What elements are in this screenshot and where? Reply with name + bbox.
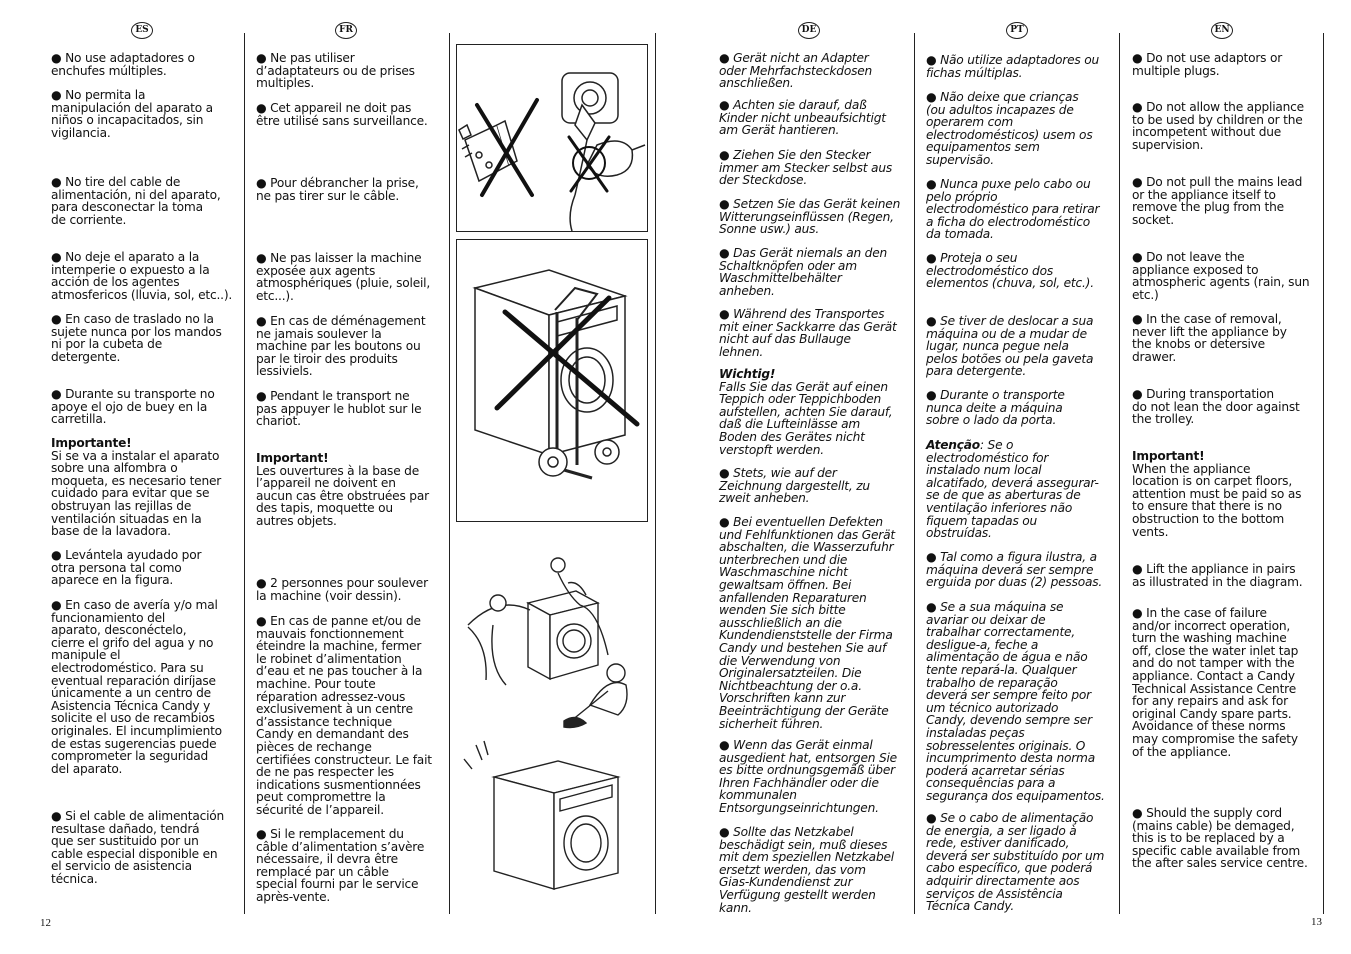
list-item: ● En caso de avería y/o mal funcionamiento del aparato, desconéctelo, cierre el grifo del agua y no manipule el electrodoméstico. Para su eventual reparación diríjase únicamente a un centro de Asistencia Técnica Candy y solicite el uso de recambios originales. El incumplimiento de estas sugerencias puede comprometer la seguridad del aparato. xyxy=(51,598,222,776)
list-item: ● En caso de traslado no la sujete nunca por los mandos ni por la cubeta de detergente. xyxy=(51,312,222,364)
list-item: ● Ne pas utiliser d’adaptateurs ou de prises multiples. xyxy=(256,51,415,91)
page-number: 12 xyxy=(40,917,51,929)
list-item: ● Do not leave the appliance exposed to atmospheric agents (rain, sun etc.) xyxy=(1132,250,1310,302)
important-text: Atenção: Se o electrodoméstico for instalado num local alcatifado, deverá assegurar- se de que as aberturas de ventilação inferiores não fiquem tapadas ou obstruídas. xyxy=(926,438,1099,541)
list-item: ● Si el cable de alimentación resultase dañado, tendrá que ser sustituido por un cable especial disponible en el servicio de asistencia técnica. xyxy=(51,809,225,886)
list-item: ● No deje el aparato a la intemperie o expuesto a la acción de los agentes atmosfericos (lluvia, sol, etc..). xyxy=(51,250,233,302)
list-item: ● Pour débrancher la prise, ne pas tirer sur le câble. xyxy=(256,176,419,203)
list-item: ● Achten sie darauf, daß Kinder nicht unbeaufsichtigt am Gerät hantieren. xyxy=(719,98,886,138)
important-heading: Wichtig! xyxy=(719,367,776,381)
important-note xyxy=(719,368,909,456)
important-heading: Important! xyxy=(1132,449,1205,463)
language-badge-en: EN xyxy=(1211,22,1233,39)
list-item: ● Se tiver de deslocar a sua máquina ou de a mudar de lugar, nunca pegue nela pelos botões ou pela gaveta para detergente. xyxy=(926,314,1094,379)
language-badge-de: DE xyxy=(798,22,820,39)
list-item: ● Si le remplacement du câble d’alimentation s’avère nécessaire, il devra être remplacé par un câble special fourni par le service après-vente. xyxy=(256,827,425,904)
list-item: ● Cet appareil ne doit pas être utilisé sans surveillance. xyxy=(256,101,428,128)
list-item: ● Should the supply cord (mains cable) be demaged, this is to be replaced by a specific cable available from the after sales service centre. xyxy=(1132,806,1308,871)
important-note xyxy=(256,452,444,528)
list-item: ● No tire del cable de alimentación, ni del aparato, para desconectar la toma de corriente. xyxy=(51,175,221,227)
column-divider xyxy=(244,33,245,914)
list-item: ● No use adaptadores o enchufes múltiples. xyxy=(51,51,195,78)
column-fr xyxy=(256,52,444,912)
list-item: ● Gerät nicht an Adapter oder Mehrfachsteckdosen anschließen. xyxy=(719,51,873,91)
list-item: ● Do not allow the appliance to be used by children or the incompetent without due supervision. xyxy=(1132,100,1304,152)
important-heading: Importante! xyxy=(51,436,132,450)
column-pt xyxy=(926,52,1114,912)
list-item: ● No permita la manipulación del aparato a niños o incapacitados, sin vigilancia. xyxy=(51,88,213,140)
list-item: ● During transportation do not lean the door against the trolley. xyxy=(1132,387,1300,427)
important-heading: Atenção xyxy=(926,438,980,452)
column-divider xyxy=(914,33,915,914)
list-item: ● En cas de panne et/ou de mauvais fonctionnement éteindre la machine, fermer le robinet d’alimentation d’eau et ne pas toucher à la machine. Pour toute réparation adressez-vous exclusivement à un centre d’assistance technique Candy en demandant des pièces de rechange certifiées constructeur. Le fait de ne pas respecter les indications susmentionnées peut compromettre la sécurité de l’appareil. xyxy=(256,614,432,817)
list-item: ● Pendant le transport ne pas appuyer le hublot sur le chariot. xyxy=(256,389,422,429)
list-item: ● Nunca puxe pelo cabo ou pelo próprio electrodoméstico para retirar a ficha do electrodoméstico da tomada. xyxy=(926,177,1100,242)
list-item: ● Levántela ayudado por otra persona tal como aparece en la figura. xyxy=(51,548,202,588)
list-item: ● En cas de déménagement ne jamais soulever la machine par les boutons ou par le tiroir des produits lessiviels. xyxy=(256,314,426,379)
list-item: ● Ne pas laisser la machine exposée aux agents atmosphériques (pluie, soleil, etc...). xyxy=(256,251,431,303)
list-item: ● Das Gerät niemals an den Schaltknöpfen oder am Waschmittelbehälter anheben. xyxy=(719,246,888,298)
list-item: ● Während des Transportes mit einer Sackkarre das Gerät nicht auf das Bullauge lehnen. xyxy=(719,307,897,359)
list-item: ● Ziehen Sie den Stecker immer am Stecker selbst aus der Steckdose. xyxy=(719,148,892,188)
important-text: Si se va a instalar el aparato sobre una alfombra o moqueta, es necesario tener cuidado para evitar que se obstruyan las rejillas de ventilación situadas en la base de la lavadora. xyxy=(51,448,222,539)
important-text: When the appliance location is on carpet floors, attention must be paid so as to ensure that there is no obstruction to the bottom vents. xyxy=(1132,461,1302,539)
list-item: ● Durante su transporte no apoye el ojo de buey en la carretilla. xyxy=(51,387,215,427)
column-en xyxy=(1132,52,1320,882)
column-divider xyxy=(1119,33,1120,914)
list-item: ● Sollte das Netzkabel beschädigt sein, muß dieses mit dem speziellen Netzkabel ersetzt werden, das vom Gias-Kundendienst zur Verfügung gestellt werden kann. xyxy=(719,825,894,915)
list-item: ● Lift the appliance in pairs as illustrated in the diagram. xyxy=(1132,562,1303,589)
language-badge-pt: PT xyxy=(1006,22,1028,39)
list-item: ● Do not pull the mains lead or the appliance itself to remove the plug from the socket. xyxy=(1132,175,1303,227)
list-item: ● Proteja o seu electrodoméstico dos elementos (chuva, sol, etc.). xyxy=(926,251,1094,291)
important-note xyxy=(1132,450,1320,538)
language-badge-fr: FR xyxy=(335,22,357,39)
list-item: ● Stets, wie auf der Zeichnung dargestellt, zu zweit anheben. xyxy=(719,466,870,506)
list-item: ● Bei eventuellen Defekten und Fehlfunktionen das Gerät abschalten, die Wasserzufuhr unterbrechen und die Waschmaschine nicht gewaltsam öffnen. Bei anfallenden Reparaturen wenden Sie sich bitte ausschließlich an die Kundendienststelle der Firma Candy und bestehen Sie auf die Verwendung von Originalersatzteilen. Die Nichtbeachtung der o.a. Vorschriften kann zur Beeinträchtigung der Geräte sicherheit führen. xyxy=(719,515,895,731)
column-de xyxy=(719,52,909,922)
list-item: ● Setzen Sie das Gerät keinen Witterungseinflüssen (Regen, Sonne usw.) aus. xyxy=(719,197,901,237)
important-heading: Important! xyxy=(256,451,329,465)
list-item: ● Tal como a figura ilustra, a máquina deverá ser sempre erguida por duas (2) pessoas. xyxy=(926,550,1103,590)
two-person-lift-illustration xyxy=(458,555,648,895)
list-item: ● Se o cabo de alimentação de energia, a ser ligado à rede, estiver danificado, deverá ser substituído por um cabo específico, que poderá adquirir directamente aos serviços de Assistência Técnica Candy. xyxy=(926,811,1105,914)
list-item: ● Durante o transporte nunca deite a máquina sobre o lado da porta. xyxy=(926,388,1065,428)
list-item: ● In the case of removal, never lift the appliance by the knobs or detersive drawer. xyxy=(1132,312,1287,364)
list-item: ● Não utilize adaptadores ou fichas múltiplas. xyxy=(926,53,1100,80)
page-number: 13 xyxy=(1311,916,1322,928)
page-gutter-line xyxy=(655,33,656,914)
language-badge-es: ES xyxy=(131,22,153,39)
important-text: Falls Sie das Gerät auf einen Teppich oder Teppichboden aufstellen, achten Sie darauf, daß die Lufteinlässe am Boden des Gerätes nicht verstopft werden. xyxy=(719,379,893,457)
column-es xyxy=(51,52,239,892)
important-note xyxy=(926,439,1114,540)
list-item: ● Do not use adaptors or multiple plugs. xyxy=(1132,51,1283,78)
important-note xyxy=(51,437,239,538)
list-item: ● In the case of failure and/or incorrect operation, turn the washing machine off, close the water inlet tap and do not tamper with the appliance. Contact a Candy Technical Assistance Centre for any repairs and ask for original Candy spare parts. Avoidance of these norms may compromise the safety of the appliance. xyxy=(1132,606,1299,759)
list-item: ● 2 personnes pour soulever la machine (voir dessin). xyxy=(256,576,428,603)
list-item: ● Se a sua máquina se avariar ou deixar de trabalhar correctamente, desligue-a, feche a alimentação de água e não tente repará-la. Qualquer trabalho de reparação deverá ser sempre feito por um técnico autorizado Candy, devendo sempre ser instaladas peças sobresselentes originais. O incumprimento desta norma poderá acarretar sérias consequências para a segurança dos equipamentos. xyxy=(926,600,1105,803)
column-divider xyxy=(449,33,450,914)
no-hand-truck-illustration xyxy=(456,239,648,522)
page-edge-line xyxy=(1323,33,1324,914)
important-text: Les ouvertures à la base de l’appareil ne doivent en aucun cas être obstruées par des tapis, moquette ou autres objets. xyxy=(256,463,429,528)
list-item: ● Não deixe que crianças (ou adultos incapazes de operarem com electrodomésticos) usem os equipamentos sem supervisão. xyxy=(926,90,1093,167)
list-item: ● Wenn das Gerät einmal ausgedient hat, entsorgen Sie es bitte ordnungsgemäß über Ihren Fachhändler oder die kommunalen Entsorgungseinrichtungen. xyxy=(719,738,897,815)
no-adaptor-plug-illustration xyxy=(456,44,648,232)
